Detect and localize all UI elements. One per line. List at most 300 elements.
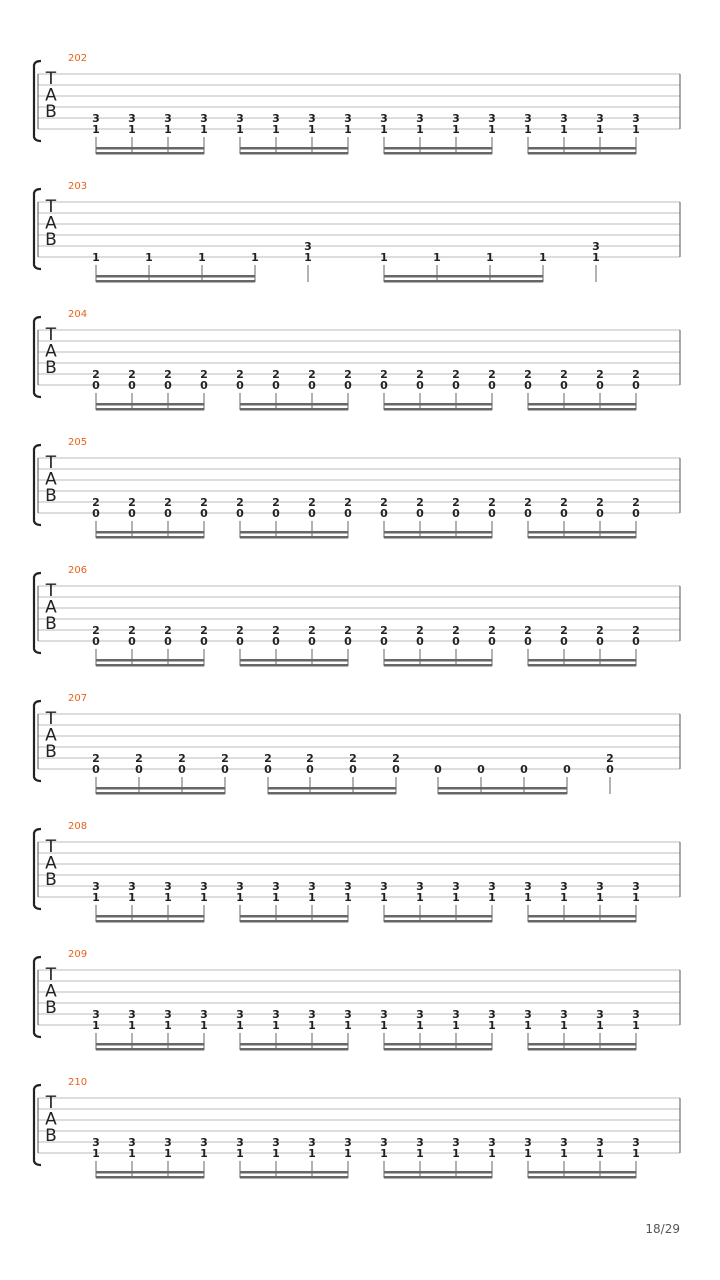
- fret-number: 3: [416, 1008, 424, 1021]
- fret-number: 3: [164, 1008, 172, 1021]
- tab-clef-letter: B: [45, 486, 57, 506]
- tab-clef-letter: A: [45, 853, 57, 874]
- fret-number: 1: [488, 123, 496, 136]
- beam-secondary: [240, 920, 348, 923]
- fret-number: 3: [452, 880, 460, 893]
- fret-number: 0: [164, 507, 172, 520]
- beam-primary: [384, 531, 492, 534]
- fret-number: 0: [416, 507, 424, 520]
- fret-number: 0: [92, 507, 100, 520]
- fret-number: 1: [128, 1019, 136, 1032]
- fret-number: 2: [128, 624, 136, 637]
- fret-number: 1: [164, 1019, 172, 1032]
- fret-number: 0: [308, 635, 316, 648]
- fret-number: 3: [236, 1136, 244, 1149]
- beam-primary: [96, 403, 204, 406]
- fret-number: 1: [164, 123, 172, 136]
- fret-number: 2: [632, 496, 640, 509]
- fret-number: 2: [236, 624, 244, 637]
- fret-number: 1: [164, 1147, 172, 1160]
- tab-clef-letter: T: [45, 837, 57, 857]
- beam-secondary: [384, 536, 492, 539]
- fret-number: 0: [477, 763, 485, 776]
- fret-number: 2: [264, 752, 272, 765]
- fret-number: 3: [416, 1136, 424, 1149]
- beam-secondary: [528, 664, 636, 667]
- fret-number: 0: [272, 507, 280, 520]
- fret-number: 0: [236, 379, 244, 392]
- fret-number: 3: [92, 112, 100, 125]
- fret-number: 0: [596, 507, 604, 520]
- fret-number: 1: [308, 123, 316, 136]
- fret-number: 1: [452, 1019, 460, 1032]
- beam-primary: [528, 147, 636, 150]
- tab-clef-letter: A: [45, 597, 57, 618]
- fret-number: 0: [520, 763, 528, 776]
- fret-number: 2: [452, 496, 460, 509]
- fret-number: 2: [380, 368, 388, 381]
- fret-number: 3: [200, 880, 208, 893]
- fret-number: 2: [135, 752, 143, 765]
- beam-secondary: [96, 1176, 204, 1179]
- fret-number: 3: [272, 1136, 280, 1149]
- beam-primary: [240, 1043, 348, 1046]
- fret-number: 0: [164, 635, 172, 648]
- fret-number: 0: [452, 635, 460, 648]
- fret-number: 0: [272, 635, 280, 648]
- fret-number: 2: [272, 368, 280, 381]
- fret-number: 1: [596, 891, 604, 904]
- fret-number: 1: [380, 251, 388, 264]
- fret-number: 1: [592, 251, 600, 264]
- beam-secondary: [384, 280, 543, 283]
- page-number: 18/29: [645, 1222, 680, 1236]
- fret-number: 1: [200, 891, 208, 904]
- measure-number: 204: [68, 309, 88, 320]
- fret-number: 3: [452, 112, 460, 125]
- beam-primary: [384, 1171, 492, 1174]
- tab-clef-letter: T: [45, 69, 57, 89]
- fret-number: 1: [200, 1019, 208, 1032]
- fret-number: 2: [200, 368, 208, 381]
- fret-number: 2: [164, 624, 172, 637]
- fret-number: 0: [92, 635, 100, 648]
- fret-number: 3: [632, 880, 640, 893]
- fret-number: 3: [524, 880, 532, 893]
- fret-number: 2: [524, 368, 532, 381]
- tab-clef-letter: B: [45, 870, 57, 890]
- fret-number: 3: [92, 880, 100, 893]
- measure-number: 210: [68, 1077, 88, 1088]
- fret-number: 1: [524, 123, 532, 136]
- fret-number: 3: [452, 1008, 460, 1021]
- beam-primary: [96, 915, 204, 918]
- fret-number: 1: [272, 891, 280, 904]
- fret-number: 2: [596, 624, 604, 637]
- fret-number: 3: [128, 1008, 136, 1021]
- beam-primary: [96, 531, 204, 534]
- beam-secondary: [438, 792, 567, 795]
- fret-number: 3: [92, 1008, 100, 1021]
- fret-number: 0: [349, 763, 357, 776]
- beam-secondary: [528, 536, 636, 539]
- beam-secondary: [384, 920, 492, 923]
- tab-clef-letter: T: [45, 325, 57, 345]
- beam-secondary: [96, 920, 204, 923]
- fret-number: 3: [380, 112, 388, 125]
- fret-number: 1: [92, 251, 100, 264]
- beam-secondary: [384, 152, 492, 155]
- fret-number: 2: [560, 496, 568, 509]
- fret-number: 0: [596, 635, 604, 648]
- fret-number: 3: [560, 880, 568, 893]
- fret-number: 3: [560, 112, 568, 125]
- beam-secondary: [528, 1048, 636, 1051]
- fret-number: 1: [524, 1019, 532, 1032]
- tab-clef-letter: B: [45, 998, 57, 1018]
- measure-number: 207: [68, 693, 88, 704]
- fret-number: 1: [344, 891, 352, 904]
- fret-number: 1: [524, 891, 532, 904]
- fret-number: 2: [344, 496, 352, 509]
- fret-number: 0: [306, 763, 314, 776]
- fret-number: 1: [344, 1019, 352, 1032]
- fret-number: 3: [308, 1008, 316, 1021]
- beam-secondary: [240, 152, 348, 155]
- fret-number: 3: [272, 112, 280, 125]
- fret-number: 2: [596, 368, 604, 381]
- fret-number: 0: [380, 379, 388, 392]
- beam-primary: [528, 403, 636, 406]
- fret-number: 0: [344, 379, 352, 392]
- fret-number: 1: [632, 1019, 640, 1032]
- beam-primary: [384, 275, 543, 278]
- tab-clef-letter: T: [45, 1093, 57, 1113]
- staff-system: [34, 1077, 680, 1179]
- fret-number: 3: [380, 1136, 388, 1149]
- fret-number: 3: [488, 112, 496, 125]
- fret-number: 3: [592, 240, 600, 253]
- beam-secondary: [240, 1048, 348, 1051]
- fret-number: 3: [488, 1136, 496, 1149]
- beam-primary: [268, 787, 396, 790]
- staff-system: [34, 181, 680, 283]
- staff-system: [34, 309, 680, 411]
- fret-number: 1: [92, 891, 100, 904]
- beam-secondary: [96, 280, 255, 283]
- tab-clef-letter: B: [45, 742, 57, 762]
- beam-secondary: [240, 1176, 348, 1179]
- beam-secondary: [96, 664, 204, 667]
- fret-number: 1: [272, 1147, 280, 1160]
- beam-primary: [240, 1171, 348, 1174]
- beam-primary: [240, 403, 348, 406]
- fret-number: 3: [200, 1136, 208, 1149]
- beam-secondary: [240, 408, 348, 411]
- fret-number: 0: [524, 635, 532, 648]
- fret-number: 3: [596, 112, 604, 125]
- beam-secondary: [384, 408, 492, 411]
- fret-number: 3: [304, 240, 312, 253]
- fret-number: 3: [452, 1136, 460, 1149]
- tab-clef-letter: A: [45, 85, 57, 106]
- fret-number: 3: [524, 1008, 532, 1021]
- beam-primary: [528, 531, 636, 534]
- fret-number: 1: [524, 1147, 532, 1160]
- beam-primary: [384, 659, 492, 662]
- fret-number: 0: [128, 507, 136, 520]
- fret-number: 3: [632, 112, 640, 125]
- tab-clef-letter: T: [45, 709, 57, 729]
- fret-number: 1: [272, 123, 280, 136]
- fret-number: 1: [198, 251, 206, 264]
- beam-secondary: [240, 536, 348, 539]
- fret-number: 2: [524, 624, 532, 637]
- fret-number: 1: [128, 1147, 136, 1160]
- beam-secondary: [384, 1176, 492, 1179]
- fret-number: 2: [92, 496, 100, 509]
- fret-number: 2: [308, 496, 316, 509]
- beam-primary: [240, 147, 348, 150]
- fret-number: 1: [632, 891, 640, 904]
- fret-number: 2: [128, 368, 136, 381]
- fret-number: 2: [306, 752, 314, 765]
- beam-primary: [240, 915, 348, 918]
- fret-number: 2: [380, 624, 388, 637]
- beam-secondary: [96, 1048, 204, 1051]
- fret-number: 0: [128, 379, 136, 392]
- fret-number: 0: [236, 507, 244, 520]
- measure-number: 205: [68, 437, 88, 448]
- fret-number: 2: [596, 496, 604, 509]
- fret-number: 1: [128, 123, 136, 136]
- fret-number: 0: [452, 507, 460, 520]
- staff-system: [34, 53, 680, 155]
- fret-number: 1: [304, 251, 312, 264]
- fret-number: 2: [488, 496, 496, 509]
- fret-number: 3: [344, 112, 352, 125]
- measure-number: 206: [68, 565, 88, 576]
- fret-number: 3: [200, 1008, 208, 1021]
- fret-number: 2: [92, 752, 100, 765]
- measure-number: 203: [68, 181, 88, 192]
- fret-number: 3: [560, 1136, 568, 1149]
- fret-number: 0: [92, 763, 100, 776]
- fret-number: 0: [272, 379, 280, 392]
- beam-secondary: [384, 664, 492, 667]
- beam-secondary: [268, 792, 396, 795]
- fret-number: 1: [539, 251, 547, 264]
- fret-number: 2: [221, 752, 229, 765]
- fret-number: 1: [452, 891, 460, 904]
- measure-number: 202: [68, 53, 88, 64]
- fret-number: 1: [560, 891, 568, 904]
- tab-clef-letter: B: [45, 358, 57, 378]
- fret-number: 3: [236, 112, 244, 125]
- fret-number: 0: [524, 379, 532, 392]
- tab-clef-letter: A: [45, 981, 57, 1002]
- fret-number: 3: [272, 1008, 280, 1021]
- tab-clef-letter: A: [45, 469, 57, 490]
- fret-number: 0: [632, 507, 640, 520]
- fret-number: 0: [392, 763, 400, 776]
- fret-number: 3: [524, 112, 532, 125]
- fret-number: 2: [606, 752, 614, 765]
- fret-number: 0: [488, 507, 496, 520]
- fret-number: 1: [416, 1147, 424, 1160]
- fret-number: 2: [272, 624, 280, 637]
- fret-number: 0: [221, 763, 229, 776]
- fret-number: 0: [596, 379, 604, 392]
- fret-number: 1: [251, 251, 259, 264]
- fret-number: 0: [200, 635, 208, 648]
- beam-secondary: [384, 1048, 492, 1051]
- beam-primary: [240, 659, 348, 662]
- fret-number: 0: [200, 507, 208, 520]
- fret-number: 2: [236, 368, 244, 381]
- fret-number: 0: [264, 763, 272, 776]
- fret-number: 2: [488, 624, 496, 637]
- fret-number: 0: [632, 379, 640, 392]
- fret-number: 2: [128, 496, 136, 509]
- fret-number: 3: [596, 1008, 604, 1021]
- fret-number: 1: [380, 891, 388, 904]
- fret-number: 1: [416, 891, 424, 904]
- fret-number: 2: [452, 368, 460, 381]
- fret-number: 0: [200, 379, 208, 392]
- fret-number: 1: [560, 123, 568, 136]
- beam-secondary: [528, 408, 636, 411]
- beam-secondary: [96, 792, 225, 795]
- fret-number: 1: [200, 123, 208, 136]
- fret-number: 3: [308, 1136, 316, 1149]
- fret-number: 2: [560, 368, 568, 381]
- fret-number: 3: [128, 880, 136, 893]
- fret-number: 0: [135, 763, 143, 776]
- fret-number: 0: [416, 635, 424, 648]
- fret-number: 3: [236, 1008, 244, 1021]
- fret-number: 1: [272, 1019, 280, 1032]
- beam-primary: [528, 659, 636, 662]
- beam-primary: [96, 1043, 204, 1046]
- beam-primary: [384, 915, 492, 918]
- staff-system: [34, 949, 680, 1051]
- beam-secondary: [528, 1176, 636, 1179]
- fret-number: 0: [178, 763, 186, 776]
- fret-number: 2: [344, 368, 352, 381]
- fret-number: 3: [560, 1008, 568, 1021]
- beam-secondary: [96, 408, 204, 411]
- fret-number: 2: [416, 368, 424, 381]
- fret-number: 3: [416, 880, 424, 893]
- fret-number: 2: [178, 752, 186, 765]
- fret-number: 0: [380, 635, 388, 648]
- fret-number: 1: [92, 1147, 100, 1160]
- fret-number: 0: [488, 379, 496, 392]
- fret-number: 3: [272, 880, 280, 893]
- fret-number: 1: [452, 1147, 460, 1160]
- fret-number: 3: [236, 880, 244, 893]
- fret-number: 0: [632, 635, 640, 648]
- fret-number: 2: [349, 752, 357, 765]
- fret-number: 2: [236, 496, 244, 509]
- tab-clef-letter: A: [45, 341, 57, 362]
- fret-number: 1: [416, 1019, 424, 1032]
- fret-number: 0: [560, 379, 568, 392]
- fret-number: 0: [164, 379, 172, 392]
- fret-number: 3: [632, 1008, 640, 1021]
- tab-clef-letter: T: [45, 581, 57, 601]
- fret-number: 0: [606, 763, 614, 776]
- tab-clef-letter: T: [45, 453, 57, 473]
- fret-number: 3: [164, 1136, 172, 1149]
- fret-number: 0: [416, 379, 424, 392]
- fret-number: 0: [344, 635, 352, 648]
- fret-number: 1: [560, 1019, 568, 1032]
- beam-secondary: [528, 152, 636, 155]
- fret-number: 0: [560, 507, 568, 520]
- fret-number: 1: [486, 251, 494, 264]
- beam-secondary: [528, 920, 636, 923]
- fret-number: 1: [380, 1019, 388, 1032]
- fret-number: 2: [632, 368, 640, 381]
- fret-number: 1: [164, 891, 172, 904]
- fret-number: 1: [488, 1147, 496, 1160]
- fret-number: 2: [272, 496, 280, 509]
- beam-primary: [240, 531, 348, 534]
- beam-primary: [384, 147, 492, 150]
- fret-number: 2: [416, 496, 424, 509]
- fret-number: 3: [344, 1008, 352, 1021]
- fret-number: 3: [380, 1008, 388, 1021]
- fret-number: 1: [92, 123, 100, 136]
- tab-clef-letter: B: [45, 102, 57, 122]
- fret-number: 3: [200, 112, 208, 125]
- fret-number: 3: [128, 112, 136, 125]
- fret-number: 3: [416, 112, 424, 125]
- fret-number: 2: [92, 624, 100, 637]
- fret-number: 1: [344, 123, 352, 136]
- beam-primary: [96, 1171, 204, 1174]
- fret-number: 1: [236, 1019, 244, 1032]
- fret-number: 1: [560, 1147, 568, 1160]
- fret-number: 3: [164, 880, 172, 893]
- beam-secondary: [96, 536, 204, 539]
- fret-number: 3: [524, 1136, 532, 1149]
- fret-number: 1: [236, 1147, 244, 1160]
- fret-number: 2: [92, 368, 100, 381]
- beam-primary: [96, 147, 204, 150]
- fret-number: 0: [92, 379, 100, 392]
- fret-number: 1: [632, 1147, 640, 1160]
- fret-number: 1: [128, 891, 136, 904]
- fret-number: 2: [452, 624, 460, 637]
- fret-number: 3: [596, 1136, 604, 1149]
- fret-number: 1: [380, 123, 388, 136]
- fret-number: 2: [488, 368, 496, 381]
- tab-clef-letter: A: [45, 1109, 57, 1130]
- fret-number: 2: [524, 496, 532, 509]
- beam-primary: [438, 787, 567, 790]
- staff-system: [34, 565, 680, 667]
- tab-clef-letter: T: [45, 197, 57, 217]
- beam-secondary: [96, 152, 204, 155]
- fret-number: 2: [392, 752, 400, 765]
- fret-number: 3: [632, 1136, 640, 1149]
- fret-number: 2: [380, 496, 388, 509]
- fret-number: 3: [308, 880, 316, 893]
- tab-clef-letter: B: [45, 230, 57, 250]
